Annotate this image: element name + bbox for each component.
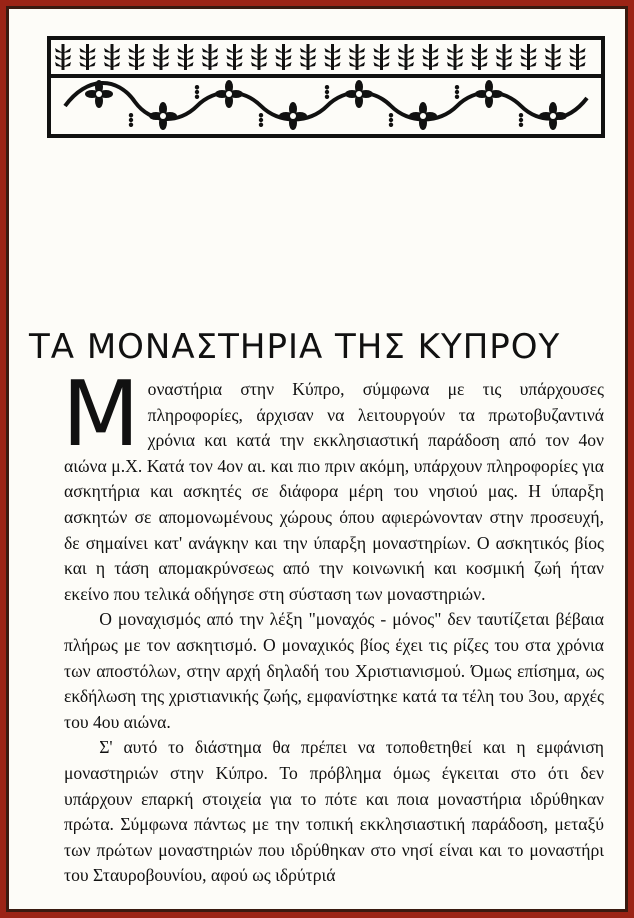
dot-ornament — [389, 118, 393, 122]
dot-ornament — [259, 113, 263, 117]
dot-ornament — [195, 90, 199, 94]
dot-ornament — [455, 95, 459, 99]
sprig-ornament — [227, 44, 243, 70]
page — [9, 9, 625, 909]
dot-ornament — [519, 118, 523, 122]
sprig-ornament — [472, 44, 488, 70]
dot-ornament — [129, 123, 133, 127]
sprig-ornament — [325, 44, 341, 70]
drop-cap: Μ — [62, 362, 140, 467]
dot-ornament — [455, 90, 459, 94]
leaf-ornament — [215, 80, 243, 108]
sprig-ornament — [300, 44, 316, 70]
sprig-ornament — [447, 44, 463, 70]
sprig-ornament — [251, 44, 267, 70]
leaf-ornament — [279, 102, 307, 130]
sprig-ornament — [80, 44, 96, 70]
dot-ornament — [389, 123, 393, 127]
dot-ornament — [455, 85, 459, 89]
paragraph-1 — [62, 362, 604, 607]
leaf-ornament — [539, 102, 567, 130]
dot-ornament — [325, 90, 329, 94]
sprig-ornament — [55, 44, 71, 70]
sprig-ornament — [423, 44, 439, 70]
sprig-ornament — [178, 44, 194, 70]
leaf-ornament — [345, 80, 373, 108]
dot-ornament — [259, 118, 263, 122]
sprig-ornament — [104, 44, 120, 70]
dot-ornament — [129, 118, 133, 122]
ornamental-banner — [47, 36, 605, 138]
paragraph-3: Σ' αυτό το διάστημα θα πρέπει να τοποθετηθεί και η εμφάνιση μοναστηριών στην Κύπρο. Το πρόβλημα όμως έγκειται στο ότι δεν υπάρχουν επαρκή στοιχεία για το πότε και ποια μοναστήρια ιδρύθηκαν πρώτα. Σύμφωνα πάντως με την τοπική εκκλησιαστική παράδοση, μεταξύ των πρώτων μοναστηριών που ιδρύθηκαν στο νησί είναι και το μοναστήρι του Σταυροβουνίου, αφού ως ιδρύτριά — [64, 737, 604, 886]
dot-ornament — [129, 113, 133, 117]
sprig-ornament — [153, 44, 169, 70]
dot-ornament — [195, 95, 199, 99]
sprig-ornament — [398, 44, 414, 70]
sprig-ornament — [521, 44, 537, 70]
dot-ornament — [519, 123, 523, 127]
dot-ornament — [389, 113, 393, 117]
sprig-ornament — [570, 44, 586, 70]
paragraph-2: Ο μοναχισμός από την λέξη "μοναχός - μόνος" δεν ταυτίζεται βέβαια πλήρως με τον ασκητισμό. Ο μοναχικός βίος έχει τις ρίζες του στα χρόνια των αποστόλων, στην αρχή δηλαδή του Χριστιανισμού. Όμως επίσημα, ως εκδήλωση της χριστιανικής ζωής, εμφανίστηκε κατά τα τέλη του 3ου, αρχές του 4ου αιώνα. — [64, 609, 604, 732]
sprig-ornament — [374, 44, 390, 70]
sprig-ornament — [349, 44, 365, 70]
sprig-ornament — [545, 44, 561, 70]
leaf-ornament — [475, 80, 503, 108]
sprig-ornament — [496, 44, 512, 70]
sprig-ornament — [129, 44, 145, 70]
dot-ornament — [195, 85, 199, 89]
paragraph-1-text: οναστήρια στην Κύπρο, σύμφωνα με τις υπάρχουσες πληροφορίες, άρχισαν να λειτουργούν τα πρωτοβυζαντινά χρόνια και κατά την εκκλησιαστική παράδοση από τον 4ον αιώνα μ.Χ. Κατά τον 4ον αι. και πιο πριν ακόμη, υπάρχουν πληροφορίες για ασκητήρια και ασκητές σε διάφορα μέρη του νησιού μας. Η ύπαρξη ασκητών σε απομονωμένους χώρους όπου αφιερώνονταν στην προσευχή, δε σημαίνει κατ' ανάγκην και την ύπαρξη μοναστηρίων. Ο ασκητικός βίος και η τάση απομακρύνσεως από την κοινωνική και κοσμική ζωή ήταν εκείνο που τελικά οδήγησε στη σύσταση των μοναστηριών. — [64, 379, 604, 604]
leaf-ornament — [409, 102, 437, 130]
dot-ornament — [519, 113, 523, 117]
body-text — [62, 362, 604, 889]
page-title: ΤΑ ΜΟΝΑΣΤΗΡΙΑ ΤΗΣ ΚΥΠΡΟΥ — [29, 327, 561, 367]
sprig-ornament — [276, 44, 292, 70]
sprig-ornament — [202, 44, 218, 70]
dot-ornament — [259, 123, 263, 127]
leaf-ornament — [149, 102, 177, 130]
dot-ornament — [325, 85, 329, 89]
dot-ornament — [325, 95, 329, 99]
